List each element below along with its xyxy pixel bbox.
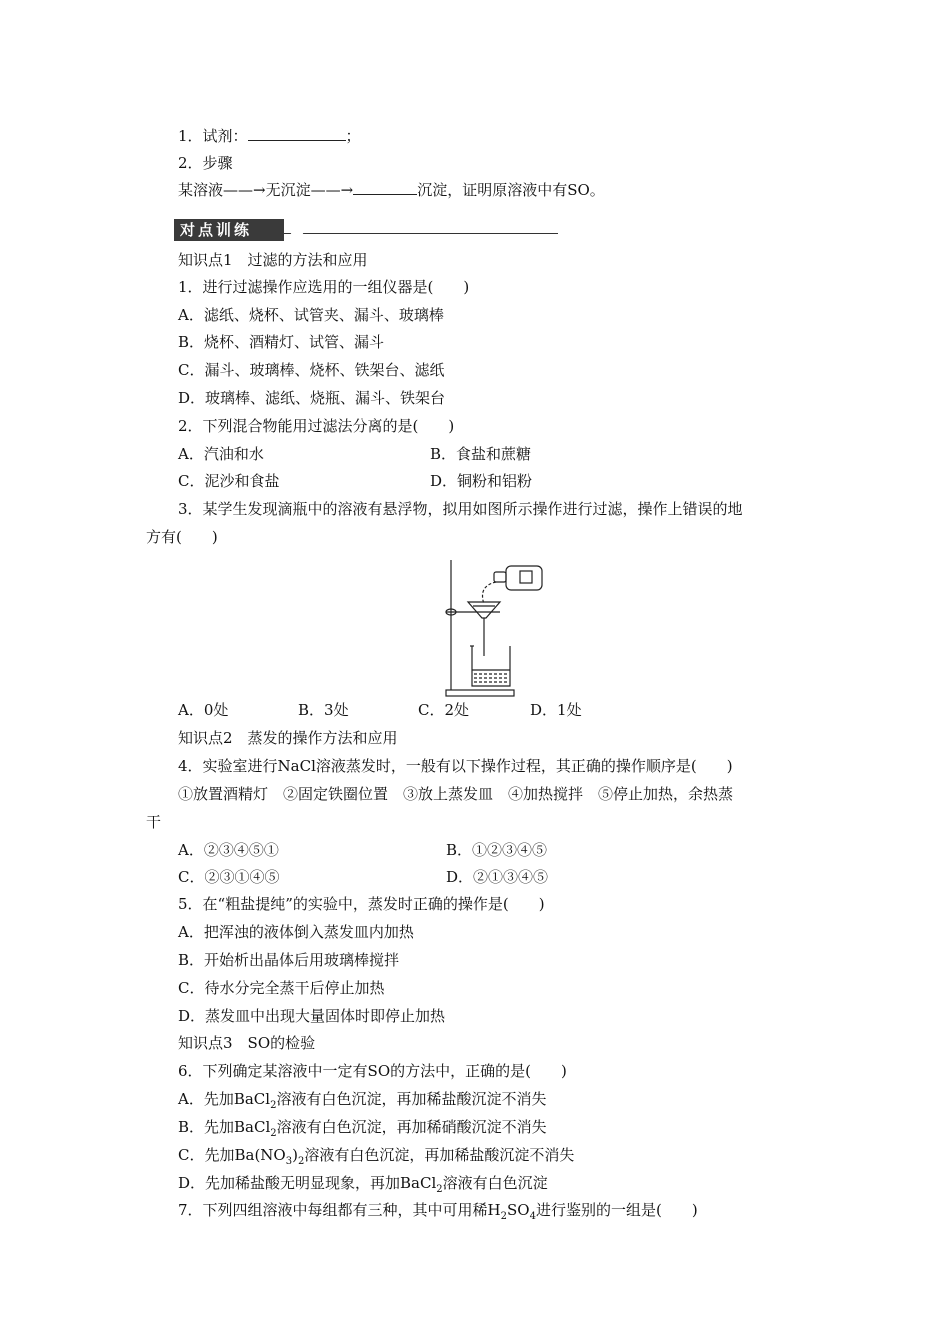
banner-dot-icon xyxy=(290,223,304,237)
q6-d-sub: 2 xyxy=(436,1184,443,1195)
q5-stem: 5．在“粗盐提纯”的实验中，蒸发时正确的操作是( ) xyxy=(178,895,545,913)
q4-option-b[interactable]: B．①②③④⑤ xyxy=(446,841,548,859)
q7-sub: 2 xyxy=(500,1211,508,1222)
q2-stem: 2．下列混合物能用过滤法分离的是( ) xyxy=(178,417,455,435)
reagent-line xyxy=(178,126,361,146)
q4-option-c[interactable]: C．②③①④⑤ xyxy=(178,868,280,886)
q4-option-d[interactable]: D．②①③④⑤ xyxy=(446,868,549,886)
q6-option-d[interactable] xyxy=(178,1173,548,1200)
q5-option-a[interactable]: A．把浑浊的液体倒入蒸发皿内加热 xyxy=(178,923,414,941)
q6-d-text-2: 溶液有白色沉淀 xyxy=(442,1174,548,1192)
precipitate-blank[interactable] xyxy=(353,180,417,195)
q4-steps-line1: ①放置酒精灯 ②固定铁圈位置 ③放上蒸发皿 ④加热搅拌 ⑤停止加热，余热蒸 xyxy=(178,785,734,803)
q3-option-c[interactable]: C．2处 xyxy=(418,701,470,719)
steps-flow xyxy=(178,180,605,200)
q5-option-b[interactable]: B．开始析出晶体后用玻璃棒搅拌 xyxy=(178,951,400,969)
q7-sub-2: 4 xyxy=(529,1211,536,1222)
flow-start: 某溶液 xyxy=(178,181,224,199)
q6-b-sub: 2 xyxy=(270,1128,277,1139)
q6-option-a[interactable] xyxy=(178,1089,546,1116)
q7-text-2: 进行鉴别的一组是( ) xyxy=(535,1201,698,1219)
q2-option-b[interactable]: B．食盐和蔗糖 xyxy=(430,445,532,463)
q7-stem xyxy=(178,1200,698,1227)
q6-c-text: C．先加Ba(NO xyxy=(178,1146,286,1164)
flow-arrow-icon: ——→ xyxy=(310,181,354,199)
q1-option-d[interactable]: D．玻璃棒、滤纸、烧瓶、漏斗、铁架台 xyxy=(178,389,446,407)
q2-option-d[interactable]: D．铜粉和铝粉 xyxy=(430,472,533,490)
reagent-blank[interactable] xyxy=(248,126,346,141)
q6-option-c[interactable] xyxy=(178,1145,574,1172)
q3-option-b[interactable]: B．3处 xyxy=(298,701,349,719)
kp1-heading: 知识点1 过滤的方法和应用 xyxy=(178,251,368,269)
flow-arrow-icon: ——→ xyxy=(223,181,266,199)
filtration-apparatus-figure xyxy=(438,558,548,700)
q1-option-c[interactable]: C．漏斗、玻璃棒、烧杯、铁架台、滤纸 xyxy=(178,361,445,379)
practice-banner xyxy=(174,219,558,243)
q7-text: 7．下列四组溶液中每组都有三种，其中可用稀H xyxy=(178,1201,501,1219)
q4-stem: 4．实验室进行NaCl溶液蒸发时，一般有以下操作过程，其正确的操作顺序是( ) xyxy=(178,757,733,775)
q3-option-a[interactable]: A．0处 xyxy=(178,701,229,719)
q3-stem-line1: 3．某学生发现滴瓶中的溶液有悬浮物，拟用如图所示操作进行过滤，操作上错误的地 xyxy=(178,500,743,518)
q6-a-text-2: 溶液有白色沉淀，再加稀盐酸沉淀不消失 xyxy=(276,1090,547,1108)
kp3-heading: 知识点3 SO的检验 xyxy=(178,1034,316,1052)
q5-option-d[interactable]: D．蒸发皿中出现大量固体时即停止加热 xyxy=(178,1007,446,1025)
q6-c-paren: ) xyxy=(292,1146,298,1164)
q2-option-a[interactable]: A．汽油和水 xyxy=(178,445,264,463)
q6-a-text: A．先加BaCl xyxy=(178,1090,271,1108)
flow-end: 沉淀，证明原溶液中有SO。 xyxy=(417,181,605,199)
banner-title: 对点训练 xyxy=(174,219,284,241)
q1-option-a[interactable]: A．滤纸、烧杯、试管夹、漏斗、玻璃棒 xyxy=(178,306,444,324)
q6-stem: 6．下列确定某溶液中一定有SO的方法中，正确的是( ) xyxy=(178,1062,567,1080)
q1-option-b[interactable]: B．烧杯、酒精灯、试管、漏斗 xyxy=(178,333,385,351)
flow-middle: 无沉淀 xyxy=(265,181,311,199)
kp2-heading: 知识点2 蒸发的操作方法和应用 xyxy=(178,729,398,747)
q4-option-a[interactable]: A．②③④⑤① xyxy=(178,841,279,859)
q6-c-sub: 3 xyxy=(285,1156,293,1167)
q6-c-sub-2: 2 xyxy=(297,1156,305,1167)
q5-option-c[interactable]: C．待水分完全蒸干后停止加热 xyxy=(178,979,385,997)
q6-b-text: B．先加BaCl xyxy=(178,1118,271,1136)
q3-option-d[interactable]: D．1处 xyxy=(530,701,582,719)
reagent-suffix: ； xyxy=(345,127,361,145)
q3-stem-line2: 方有( ) xyxy=(146,528,218,546)
q6-option-b[interactable] xyxy=(178,1117,547,1144)
q6-d-text: D．先加稀盐酸无明显现象，再加BaCl xyxy=(178,1174,437,1192)
q7-text-mid: SO xyxy=(507,1201,530,1219)
steps-heading: 2．步骤 xyxy=(178,154,233,172)
banner-rule xyxy=(284,233,558,234)
q6-c-text-2: 溶液有白色沉淀，再加稀盐酸沉淀不消失 xyxy=(304,1146,575,1164)
reagent-label: 1．试剂： xyxy=(178,127,248,145)
q6-a-sub: 2 xyxy=(270,1100,277,1111)
q2-option-c[interactable]: C．泥沙和食盐 xyxy=(178,472,280,490)
q6-b-text-2: 溶液有白色沉淀，再加稀硝酸沉淀不消失 xyxy=(276,1118,547,1136)
q1-stem: 1．进行过滤操作应选用的一组仪器是( ) xyxy=(178,278,470,296)
q4-steps-line2: 干 xyxy=(146,813,162,831)
